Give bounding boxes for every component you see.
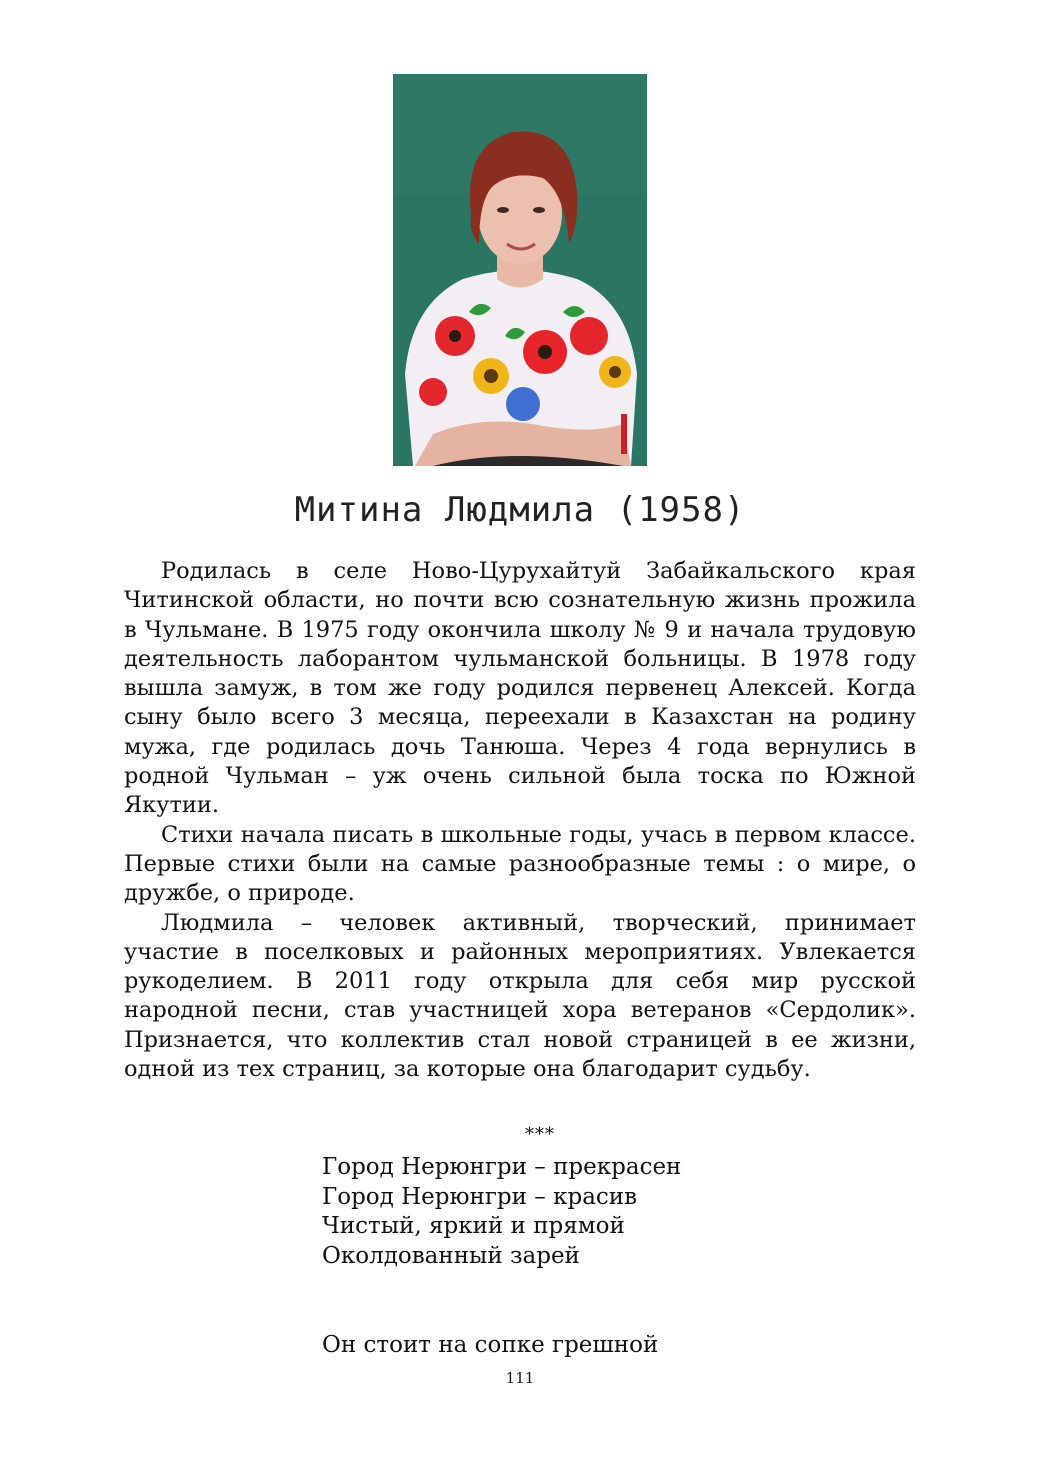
poem-line: Он стоит на сопке грешной <box>322 1332 659 1358</box>
bio-paragraph: Родилась в селе Ново-Цурухайтуй Забайкальского края Читинской области, но почти всю сознательную жизнь прожила в Чульмане. В 1975 году окончила школу № 9 и начала трудовую деятельность лаборантом чульманской больницы. В 1978 году вышла замуж, в том же году родился первенец Алексей. Когда сыну было всего 3 месяца, переехали в Казахстан на родину мужа, где родилась дочь Танюша. Через 4 года вернулись в родной Чульман – уж очень сильной была тоска по Южной Якутии. <box>124 558 916 819</box>
poem-separator: *** <box>525 1124 555 1145</box>
poem-line: Город Нерюнгри – красив <box>322 1183 638 1210</box>
bio-paragraph: Людмила – человек активный, творческий, принимает участие в поселковых и районных мероприятиях. Увлекается рукоделием. В 2011 году открыла для себя мир русской народной песни, став участницей хора ветеранов «Сердолик». Признается, что коллектив стал новой страницей в ее жизни, одной из тех страниц, за которые она благодарит судьбу. <box>124 909 916 1083</box>
poem-stanza <box>322 1153 681 1271</box>
portrait-photo <box>393 74 647 466</box>
poem-line: Город Нерюнгри – прекрасен <box>322 1154 682 1180</box>
page-title: Митина Людмила (1958) <box>294 490 746 530</box>
biography-text <box>124 557 916 1084</box>
poem-line: Околдованный зарей <box>322 1242 580 1269</box>
poem-line: Чистый, яркий и прямой <box>322 1213 625 1239</box>
page-number: 111 <box>505 1369 535 1387</box>
author-portrait <box>393 74 647 466</box>
bio-paragraph: Стихи начала писать в школьные годы, учась в первом классе. Первые стихи были на самые разнообразные темы : о мире, о дружбе, о природе. <box>124 821 916 907</box>
